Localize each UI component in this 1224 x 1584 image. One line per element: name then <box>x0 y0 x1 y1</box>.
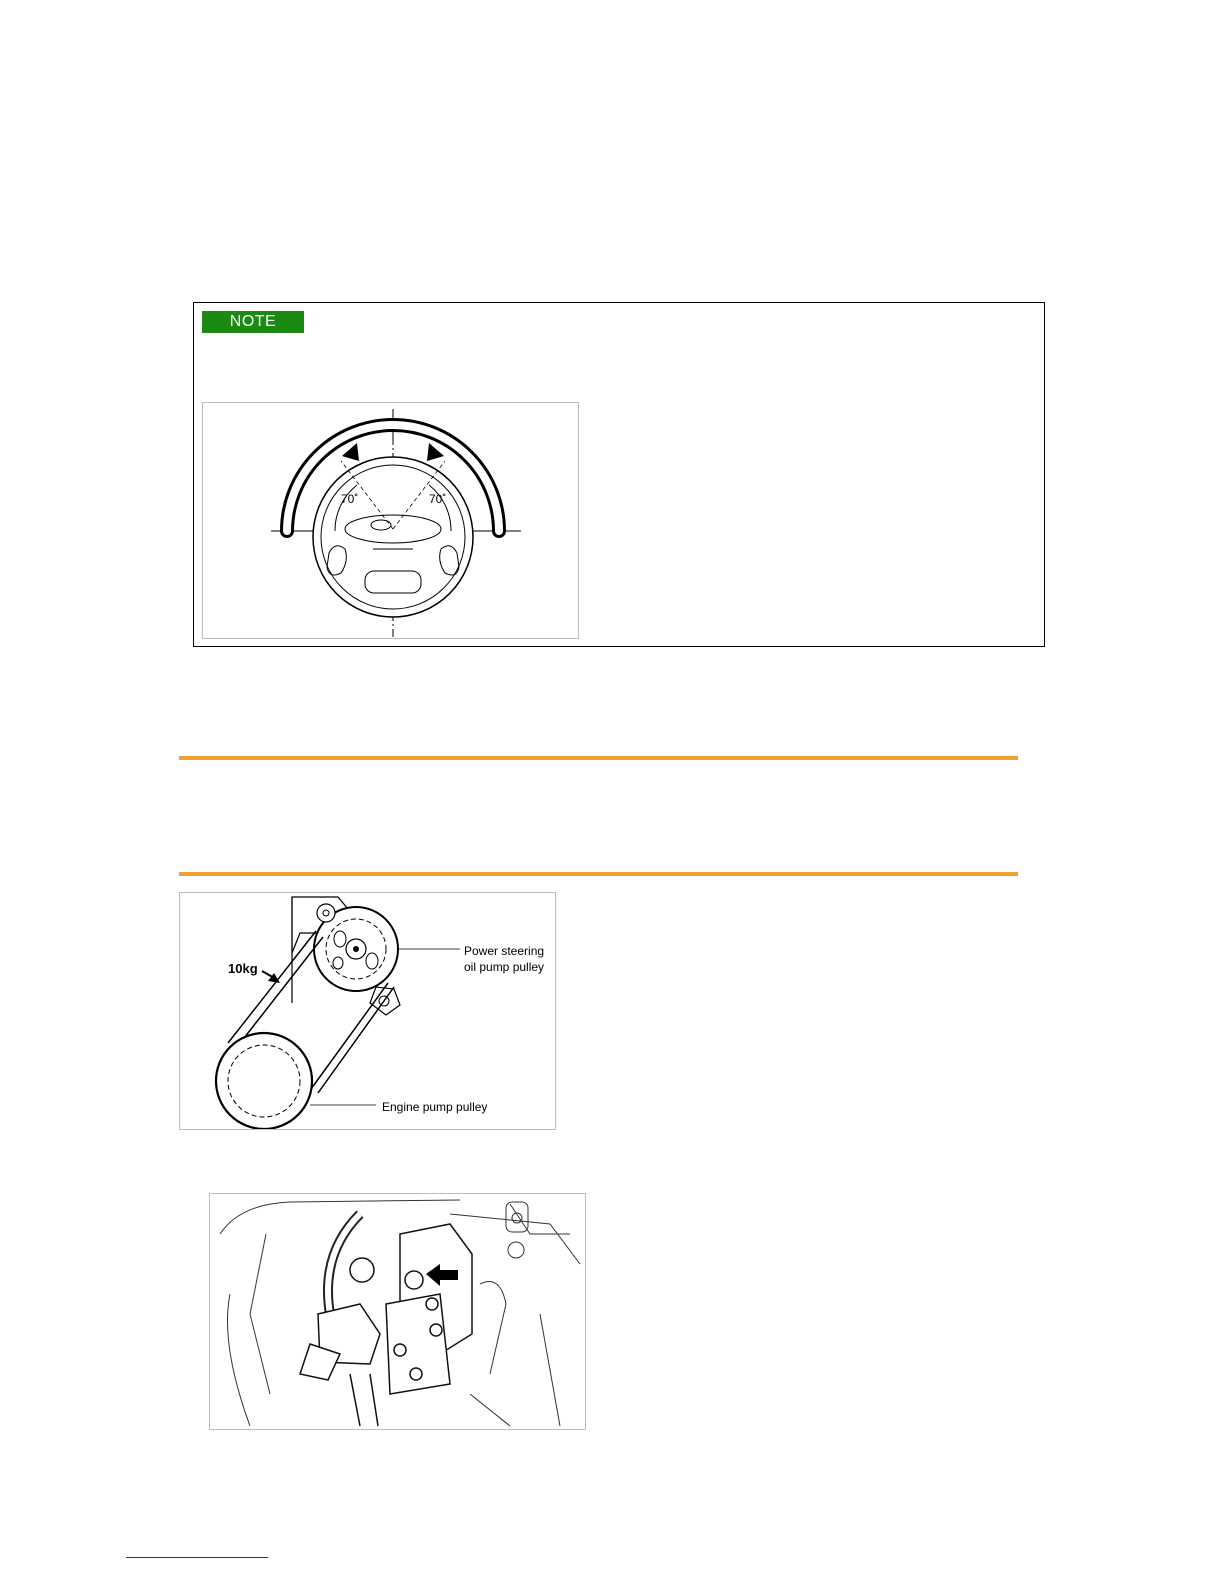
pump-pulley-label-line1: Power steering <box>464 944 545 958</box>
footer-link-underline <box>126 1557 268 1558</box>
note-badge: NOTE <box>202 311 304 333</box>
pump-pulley-label-line2: oil pump pulley <box>464 960 545 974</box>
pulley-figure <box>179 892 556 1130</box>
pulley-illustration <box>180 893 555 1129</box>
steering-wheel-figure <box>202 402 579 639</box>
note-box <box>193 302 1045 647</box>
section-rule-bottom <box>179 872 1018 876</box>
force-label: 10kg <box>228 961 258 976</box>
left-angle-label: 70˚ <box>341 492 359 506</box>
engine-bay-illustration <box>210 1194 585 1429</box>
engine-bay-figure <box>209 1193 586 1430</box>
section-rule-top <box>179 756 1018 760</box>
engine-pulley-label: Engine pump pulley <box>382 1100 488 1114</box>
steering-wheel-illustration <box>203 403 578 638</box>
right-angle-label: 70˚ <box>429 492 447 506</box>
